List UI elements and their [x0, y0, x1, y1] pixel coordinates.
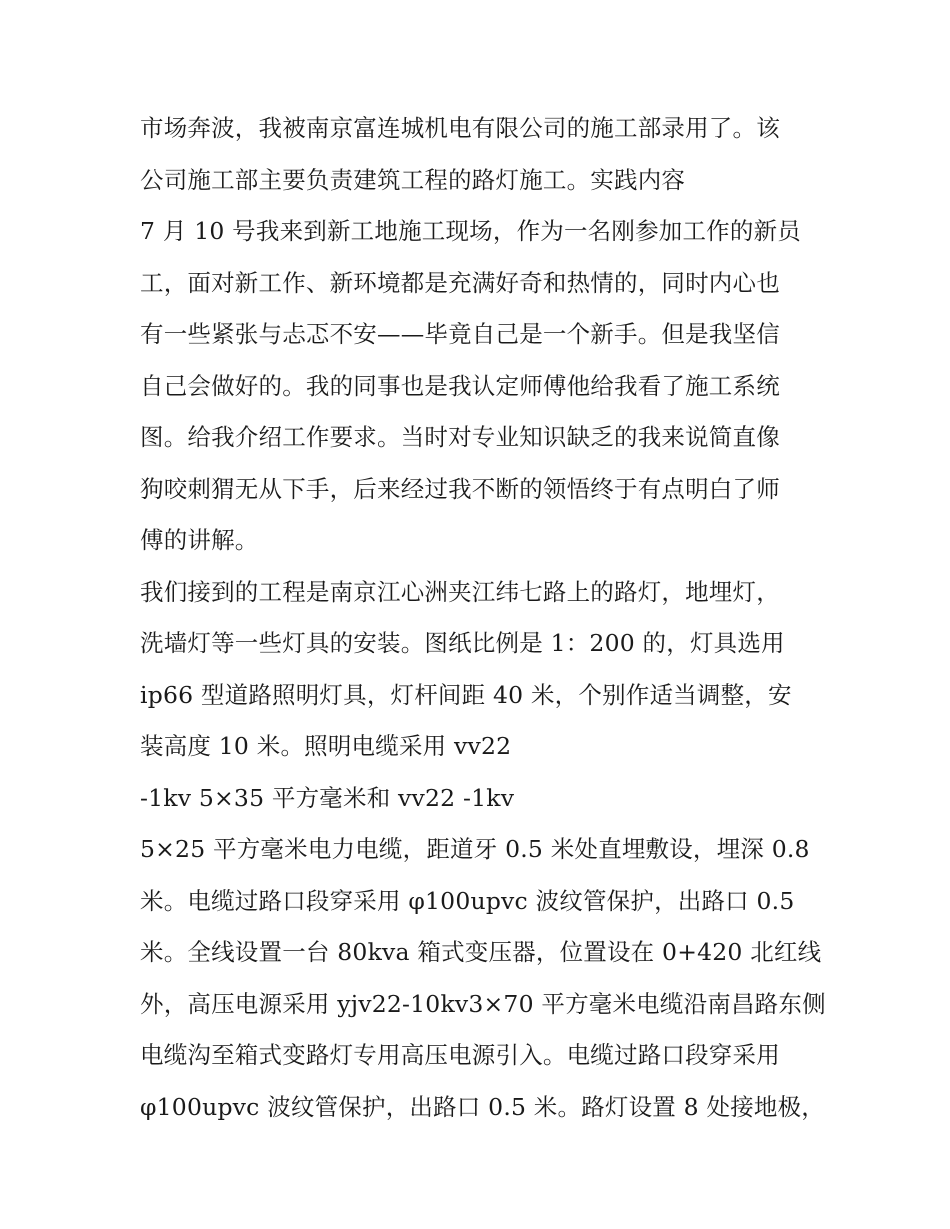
text-line: 市场奔波，我被南京富连城机电有限公司的施工部录用了。该 — [140, 114, 780, 142]
text-line: 洗墙灯等一些灯具的安装。图纸比例是 1：200 的，灯具选用 — [140, 629, 785, 657]
text-line: 米。电缆过路口段穿采用 φ100upvc 波纹管保护，出路口 0.5 — [140, 886, 795, 915]
text-line: 工，面对新工作、新环境都是充满好奇和热情的，同时内心也 — [140, 268, 780, 297]
text-line: 外，高压电源采用 yjv22-10kv3×70 平方毫米电缆沿南昌路东侧 — [140, 989, 826, 1018]
text-line: 我们接到的工程是南京江心洲夹江纬七路上的路灯，地埋灯， — [140, 577, 780, 606]
text-line: 图。给我介绍工作要求。当时对专业知识缺乏的我来说简直像 — [140, 423, 780, 451]
text-line: 装高度 10 米。照明电缆采用 vv22 — [140, 732, 512, 760]
text-line: 傅的讲解。 — [140, 526, 259, 554]
text-line: 7 月 10 号我来到新工地施工现场，作为一名刚参加工作的新员 — [140, 217, 801, 245]
text-line: 公司施工部主要负责建筑工程的路灯施工。实践内容 — [140, 165, 686, 194]
text-line: ip66 型道路照明灯具，灯杆间距 40 米，个别作适当调整，安 — [140, 680, 792, 709]
text-line: 5×25 平方毫米电力电缆，距道牙 0.5 米处直埋敷设，埋深 0.8 — [140, 835, 810, 863]
text-line: 电缆沟至箱式变路灯专用高压电源引入。电缆过路口段穿采用 — [140, 1041, 780, 1069]
text-line: 自己会做好的。我的同事也是我认定师傅他给我看了施工系统 — [140, 371, 780, 400]
text-line: 米。全线设置一台 80kva 箱式变压器，位置设在 0+420 北红线 — [140, 938, 822, 966]
text-line: 狗咬刺猬无从下手，后来经过我不断的领悟终于有点明白了师 — [140, 474, 780, 503]
document-body — [140, 103, 826, 1133]
text-line: φ100upvc 波纹管保护，出路口 0.5 米。路灯设置 8 处接地极， — [140, 1092, 825, 1121]
text-line: 有一些紧张与忐忑不安——毕竟自己是一个新手。但是我坚信 — [140, 320, 780, 348]
text-line: -1kv 5×35 平方毫米和 vv22 -1kv — [140, 783, 515, 812]
